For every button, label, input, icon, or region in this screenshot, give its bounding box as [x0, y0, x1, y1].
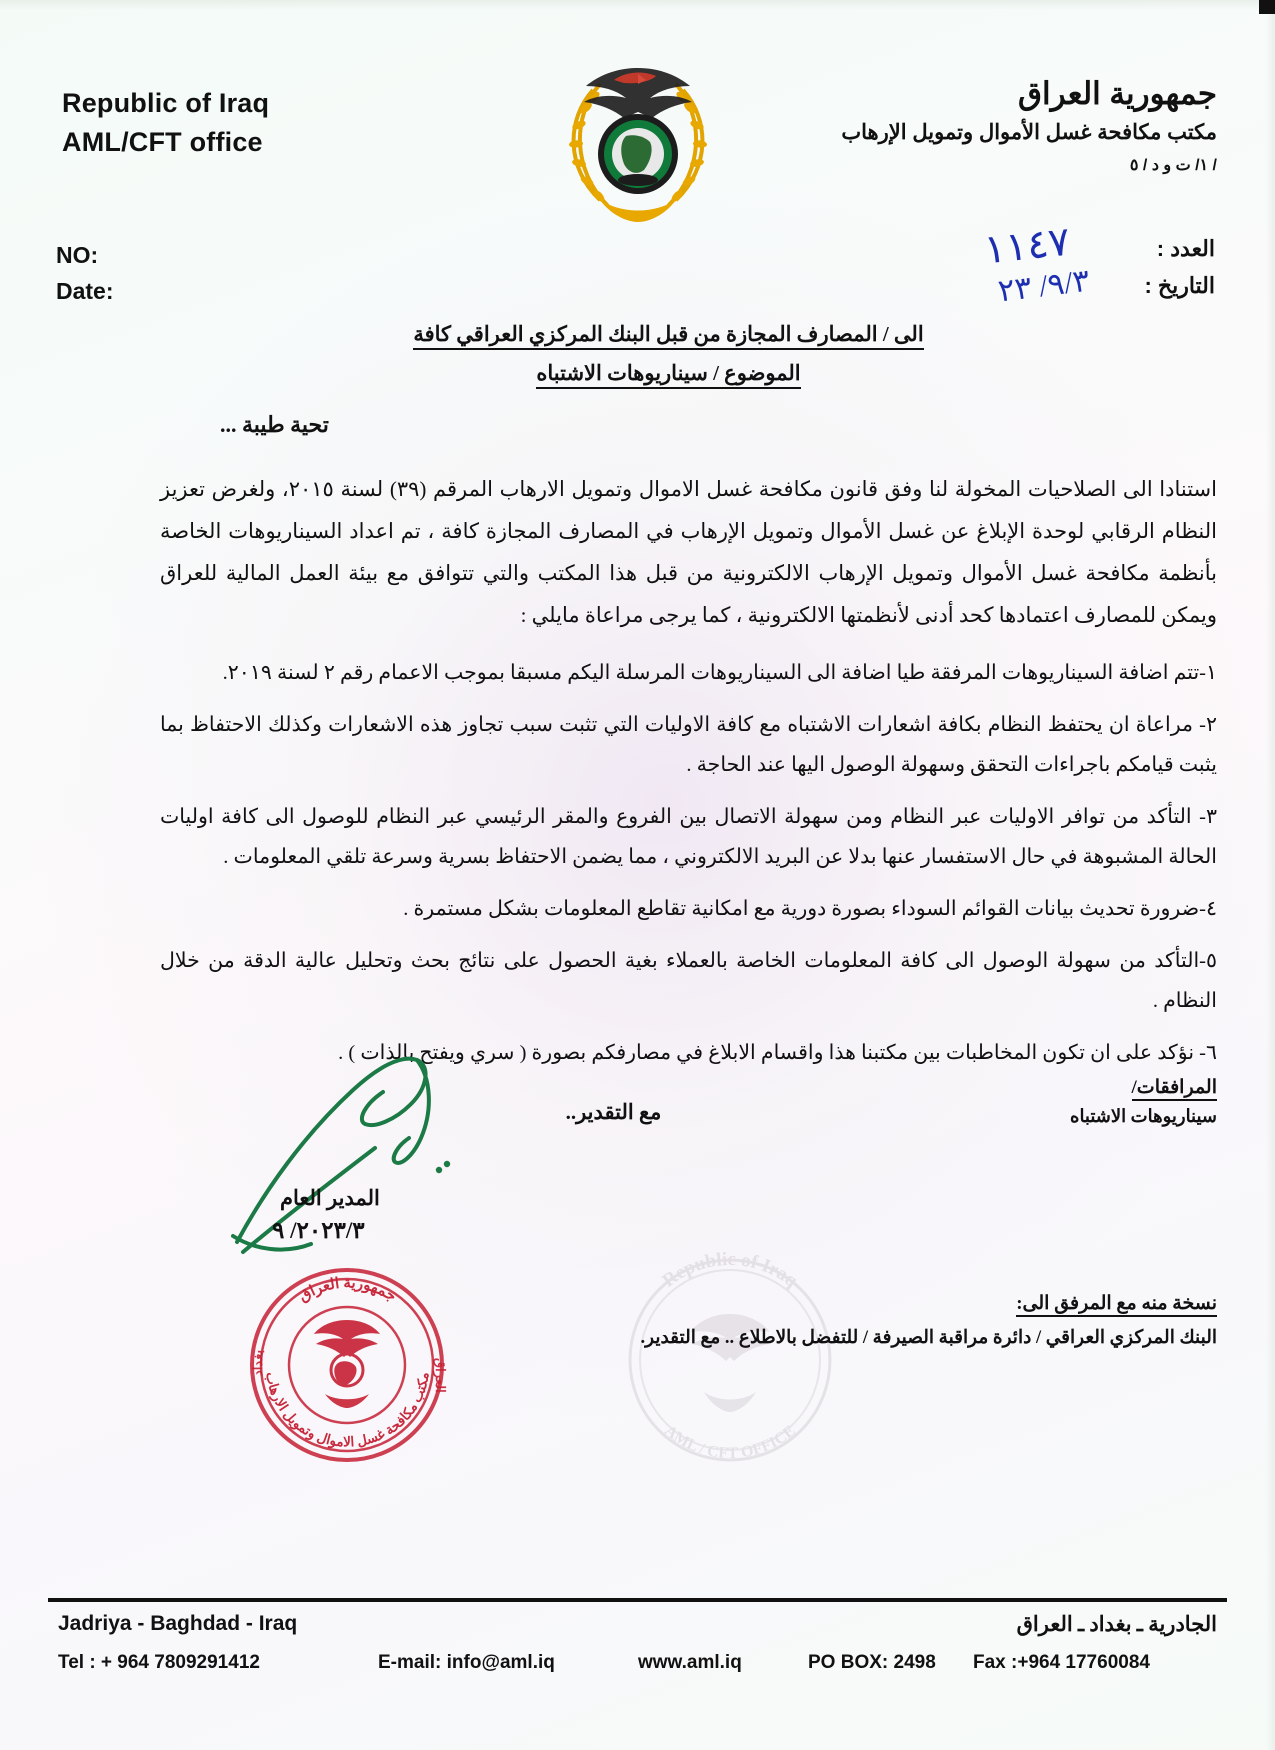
official-stamp	[240, 1258, 455, 1473]
svg-text:جمهورية العراق: جمهورية العراق	[296, 1275, 399, 1306]
attachments-value: سيناريوهات الاشتباه	[1070, 1106, 1217, 1126]
footer-fax: Fax :+964 17760084	[973, 1652, 1150, 1673]
footer-website[interactable]: www.aml.iq	[638, 1652, 742, 1673]
svg-text:Republic of Iraq: Republic of Iraq	[658, 1248, 802, 1292]
footer-address-arabic: الجادرية ـ بغداد ـ العراق	[1016, 1612, 1217, 1636]
letterhead-arabic-line2: مكتب مكافحة غسل الأموال وتمويل الإرهاب	[841, 121, 1217, 144]
attachments-title: المرافقات/	[1132, 1076, 1217, 1101]
cc-value: البنك المركزي العراقي / دائرة مراقبة الصيرفة / للتفضل بالاطلاع .. مع التقدير.	[640, 1328, 1217, 1348]
footer-po-box: PO BOX: 2498	[808, 1652, 936, 1673]
letterhead	[0, 58, 1275, 218]
signature-date: ٢٠٢٣/٣/ ٩	[272, 1218, 365, 1243]
cc-block	[640, 1292, 1217, 1349]
list-item: ٥-التأكد من سهولة الوصول الى كافة المعلومات الخاصة بالعملاء بغية الحصول على نتائج بحث وتحليل عالية الدقة من خلال النظام .	[160, 949, 1217, 1012]
attachments-block	[1070, 1076, 1217, 1127]
embossed-seal-watermark	[600, 1240, 860, 1470]
letterhead-english	[62, 84, 269, 162]
signature-title: المدير العام	[280, 1186, 380, 1210]
tarikh-label: التاريخ :	[1144, 273, 1215, 299]
greeting-line: تحية طيبة ...	[220, 412, 329, 437]
list-item: ١-تتم اضافة السيناريوهات المرفقة طيا اضافة الى السيناريوهات المرسلة اليكم مسبقا بموجب الاعمام رقم ٢ لسنة ٢٠١٩.	[222, 662, 1217, 684]
date-label: Date:	[56, 277, 114, 304]
scan-edge-right	[1266, 14, 1275, 1750]
no-label: NO:	[56, 242, 99, 268]
reference-labels-english	[56, 238, 114, 309]
letterhead-arabic	[841, 76, 1217, 175]
footer-divider	[48, 1598, 1227, 1602]
svg-text:بغداد: بغداد	[250, 1349, 265, 1376]
adad-label: الع‍دد :	[1156, 236, 1215, 261]
svg-text:AML / CFT OFFICE: AML / CFT OFFICE	[661, 1422, 799, 1463]
recipient-line: الى / المصارف المجازة من قبل البنك المركزي العراقي كافة	[160, 322, 1217, 347]
footer	[48, 1612, 1227, 1686]
closing-regards: مع التقدير..	[565, 1099, 662, 1124]
list-item: ٣- التأكد من توافر الاوليات عبر النظام ومن سهولة الاتصال بين الفروع والمقر الرئيسي عبر النظام للوصول الى كافة اوليات الحالة المشبوهة في حال الاستفسار عنها بدلا عن البريد الالكتروني ، مما يضمن الاحتفاظ بسرية وسرعة تلقي المعلومات .	[160, 805, 1217, 868]
footer-tel: Tel : + 964 7809291412	[58, 1652, 260, 1673]
subject-line: الموضوع / سيناريوهات الاشتباه	[160, 361, 1217, 386]
svg-text:مكتب مكافحة غسل الاموال وتمويل: مكتب مكافحة غسل الاموال وتمويل الارهاب	[263, 1370, 432, 1450]
reference-labels-arabic	[1144, 230, 1215, 305]
handwritten-reference-number: ١١٤٧	[981, 218, 1073, 273]
main-paragraph: استنادا الى الصلاحيات المخولة لنا وفق قانون مكافحة غسل الاموال وتمويل الارهاب المرقم (٣٩) لسنة ٢٠١٥، ولغرض تعزيز النظام الرقابي لوحدة الإبلاغ عن غسل الأموال وتمويل الإرهاب في المصارف المجازة كافة ، تم اعداد السيناريوهات الخاصة بأنظمة مكافحة غسل الأموال وتمويل الإرهاب الالكترونية من قبل هذا المكتب والتي تتوافق مع بيئة العمل المالية للعراق ويمكن للمصارف اعتمادها كحد أدنى لأنظمتها الالكترونية ، كما يرجى مراعاة مايلي :	[160, 477, 1217, 627]
svg-text:العراق: العراق	[433, 1358, 448, 1393]
letterhead-english-line1: Republic of Iraq	[62, 88, 270, 118]
footer-address-english: Jadriya - Baghdad - Iraq	[58, 1612, 298, 1635]
letter-body	[160, 322, 1217, 1125]
cc-title: نسخة منه مع المرفق الى:	[1016, 1292, 1217, 1317]
scan-corner-mark	[1259, 0, 1275, 14]
letterhead-arabic-line1: جمهورية العراق	[1017, 76, 1217, 111]
letterhead-english-line2: AML/CFT office	[62, 127, 263, 158]
list-item: ٦- نؤكد على ان تكون المخاطبات بين مكتبنا هذا واقسام الابلاغ في مصارفكم بصورة ( سري ويفتح بالذات ) .	[338, 1041, 1217, 1064]
scan-edge-top	[0, 0, 1275, 10]
footer-email[interactable]: E-mail: info@aml.iq	[378, 1652, 555, 1673]
list-item: ٢- مراعاة ان يحتفظ النظام بكافة اشعارات الاشتباه مع كافة الاوليات التي تثبت سبب تجاوز هذه الاشعارات وكذلك الاحتفاظ بما يثبت قيامكم باجراءات التحقق وسهولة الوصول اليها عند الحاجة .	[160, 713, 1217, 776]
letterhead-arabic-code: / ١/ ت و د / ٥	[1129, 157, 1217, 174]
iraq-eagle-emblem-icon	[538, 50, 738, 230]
handwritten-date: ٩/٣/ ٢٣	[996, 262, 1092, 309]
list-item: ٤-ضرورة تحديث بيانات القوائم السوداء بصورة دورية مع امكانية تقاطع المعلومات بشكل مستمرة .	[403, 897, 1217, 920]
